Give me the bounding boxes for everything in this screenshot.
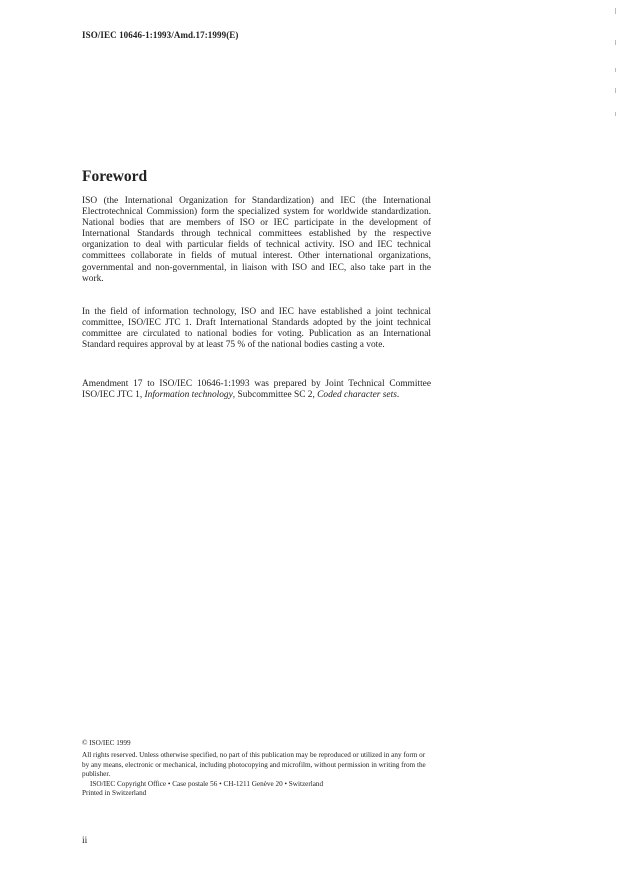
paragraph-3-mid: , Subcommittee SC 2, bbox=[232, 390, 318, 401]
foreword-paragraph-3 bbox=[82, 379, 431, 401]
foreword-heading: Foreword bbox=[82, 168, 148, 185]
subcommittee-title-italic: Coded character sets bbox=[317, 390, 397, 401]
scan-edge-mark bbox=[615, 40, 616, 45]
page-number: ii bbox=[82, 836, 88, 846]
copyright-block bbox=[82, 739, 432, 798]
copyright-line: © ISO/IEC 1999 bbox=[82, 739, 131, 747]
foreword-paragraph-1: ISO (the International Organization for Standardization) and IEC (the International Electrotechnical Commission) form the specialized system for worldwide standardization. National bodies that are members of ISO or IEC participate in the development of International Standards through technical committees established by the respective organization to deal with particular fields of technical activity. ISO and IEC technical committees collaborate in fields of mutual interest. Other international organizations, governmental and non-governmental, in liaison with ISO and IEC, also take part in the work. bbox=[82, 196, 431, 284]
scan-edge-mark bbox=[615, 8, 616, 14]
copyright-notice: All rights reserved. Unless otherwise specified, no part of this publication may be reproduced or utilized in any form or by any means, electronic or mechanical, including photocopying and microfilm, without permission in writing from the publisher. bbox=[82, 751, 426, 779]
paragraph-3-start: Amendment 17 to ISO/IEC 10646-1:1993 was prepared by Joint Technical Committee ISO/IEC JTC 1, bbox=[82, 379, 431, 401]
scan-edge-mark bbox=[615, 88, 616, 93]
committee-title-italic: Information technology bbox=[144, 390, 233, 401]
copyright-office-address: ISO/IEC Copyright Office • Case postale 56 • CH-1211 Genève 20 • Switzerland bbox=[90, 779, 324, 788]
scan-edge-mark bbox=[615, 112, 616, 116]
paragraph-3-end: . bbox=[396, 390, 400, 401]
foreword-paragraph-2: In the field of information technology, ISO and IEC have established a joint technical committee, ISO/IEC JTC 1. Draft International Standards adopted by the joint technical committee are circulated to national bodies for voting. Publication as an International Standard requires approval by at least 75 % of the national bodies casting a vote. bbox=[82, 307, 431, 351]
printed-in: Printed in Switzerland bbox=[82, 789, 147, 798]
document-identifier: ISO/IEC 10646-1:1993/Amd.17:1999(E) bbox=[82, 30, 239, 40]
scan-edge-mark bbox=[615, 68, 616, 72]
